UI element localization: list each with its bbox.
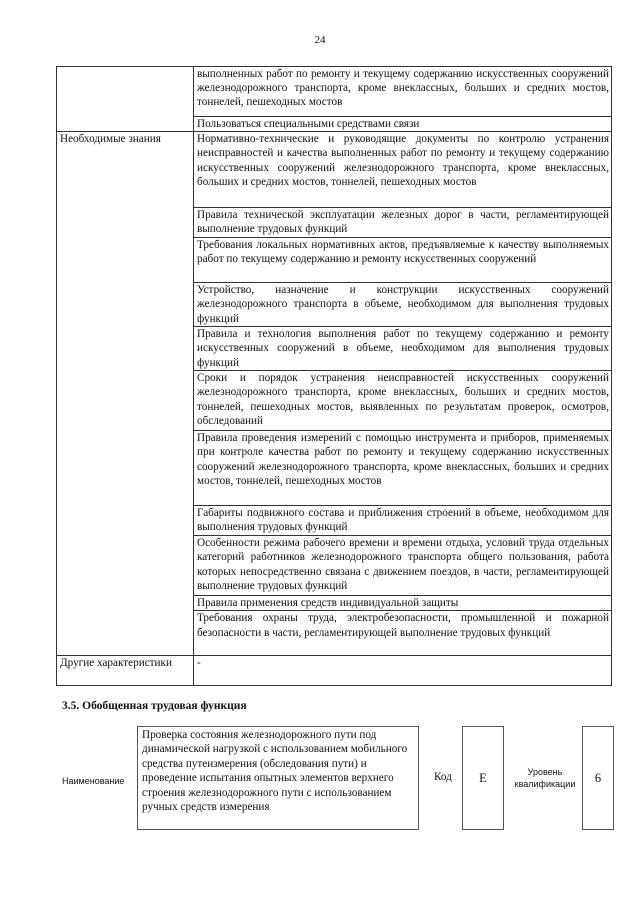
- necessary-knowledge-label: Необходимые знания: [57, 132, 194, 656]
- qualification-level-value: 6: [594, 770, 602, 785]
- other-characteristics-label: Другие характеристики: [57, 656, 194, 686]
- code-label: Код: [434, 771, 452, 783]
- row-text: Сроки и порядок устранения неисправностей искусственных сооружений железнодорожного транспорта, кроме внеклассных, больших и средних мостов, тоннелей, пешеходных мостов, выявленных по результатам проверок, осмотров, обследований: [194, 371, 612, 431]
- naming-label: Наименование: [62, 776, 125, 786]
- qualification-level-box: [582, 726, 614, 830]
- table-row: [57, 67, 612, 117]
- row-text: Требования локальных нормативных актов, предъявляемые к качеству выполняемых работ по текущему содержанию и ремонту искусственных сооружений: [194, 238, 612, 283]
- row-text: Требования охраны труда, электробезопасности, промышленной и пожарной безопасности в части, регламентирующей выполнение трудовых функций: [194, 611, 612, 656]
- row-text: Нормативно-технические и руководящие документы по контролю устранения неисправностей и качества выполненных работ по ремонту и текущему содержанию искусственных сооружений железнодорожного транспорта, кроме внеклассных, больших и средних мостов, тоннелей, пешеходных мостов: [194, 132, 612, 208]
- code-value: E: [479, 770, 487, 785]
- row-text: Габариты подвижного состава и приближения строений в объеме, необходимом для выполнения трудовых функций: [194, 506, 612, 536]
- table-row: [57, 132, 612, 208]
- section-heading: 3.5. Обобщенная трудовая функция: [62, 700, 247, 712]
- row-text: выполненных работ по ремонту и текущему содержанию искусственных сооружений железнодорожного транспорта, кроме внеклассных, больших и средних мостов, тоннелей, пешеходных мостов: [194, 67, 612, 117]
- row-text: -: [194, 656, 612, 686]
- code-value-box: [462, 726, 504, 830]
- function-name-box: Проверка состояния железнодорожного пути под динамической нагрузкой с использованием мобильного средства путеизмерения (обследования пути) и проведение испытания опытных элементов верхнего строения железнодорожного пути с использованием ручных средств измерения: [137, 726, 419, 830]
- table-row: [57, 656, 612, 686]
- row-text: Устройство, назначение и конструкции искусственных сооружений железнодорожного транспорта в объеме, необходимом для выполнения трудовых функций: [194, 283, 612, 327]
- qualification-level-label: Уровень квалификации: [514, 767, 576, 789]
- row-text: Правила проведения измерений с помощью инструмента и приборов, применяемых при контроле качества работ по ремонту и текущему содержанию искусственных сооружений железнодорожного транспорта, кроме внеклассных, больших и средних мостов, тоннелей, пешеходных мостов: [194, 431, 612, 506]
- knowledge-table: [56, 66, 612, 686]
- row-text: Правила применения средств индивидуальной защиты: [194, 596, 612, 611]
- row-label: [57, 67, 194, 132]
- row-text: Особенности режима рабочего времени и времени отдыха, условий труда отдельных категорий работников железнодорожного транспорта общего пользования, работа которых непосредственно связана с движением поездов, в части, регламентирующей выполнение трудовых функций: [194, 536, 612, 596]
- row-text: Правила и технология выполнения работ по текущему содержанию и ремонту искусственных сооружений в объеме, необходимом для выполнения трудовых функций: [194, 327, 612, 371]
- row-text: Пользоваться специальными средствами связи: [194, 117, 612, 132]
- page-number: 24: [314, 34, 326, 46]
- row-text: Правила технической эксплуатации железных дорог в части, регламентирующей выполнение трудовых функций: [194, 208, 612, 238]
